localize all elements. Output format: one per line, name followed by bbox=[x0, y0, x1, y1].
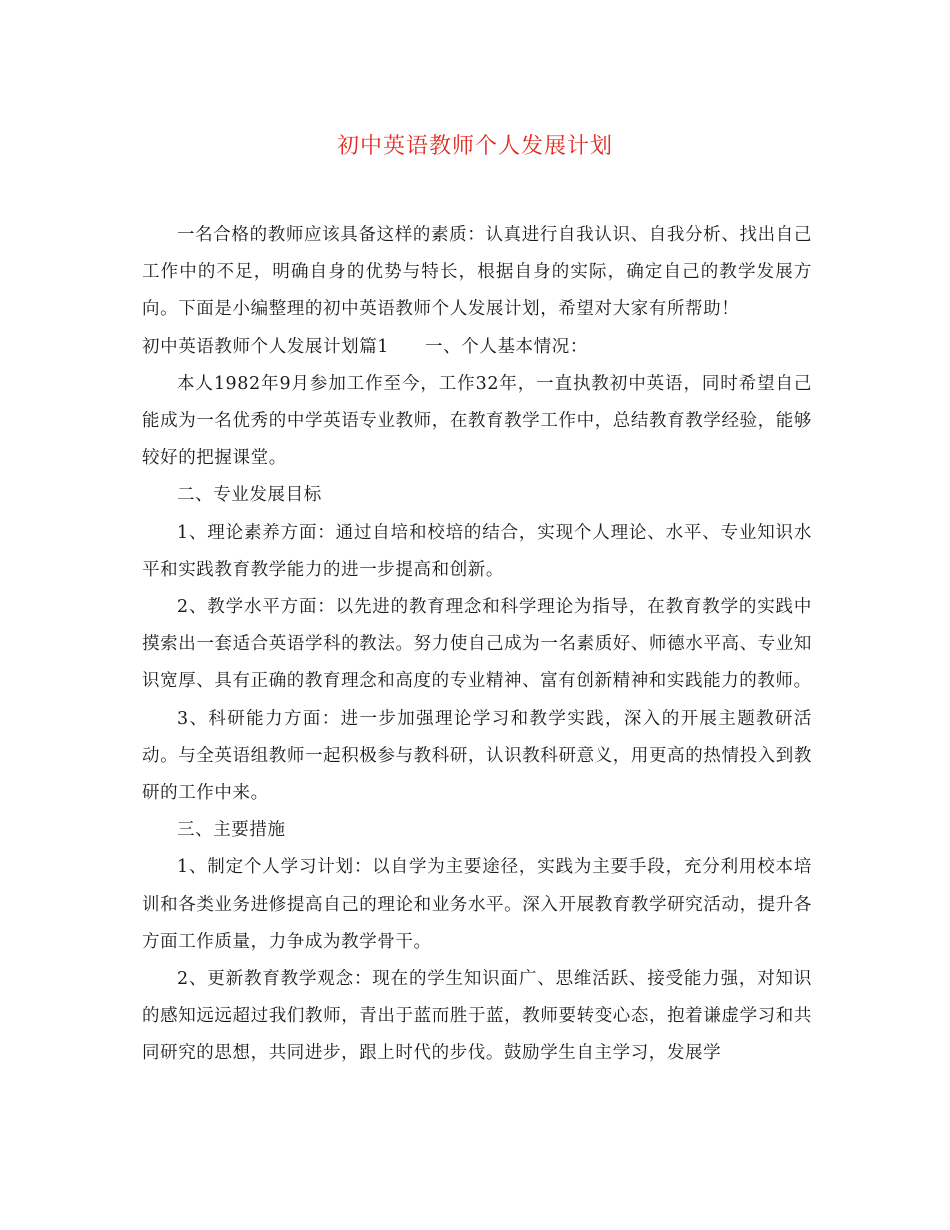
document-title: 初中英语教师个人发展计划 bbox=[336, 134, 613, 159]
document-body bbox=[142, 217, 812, 1073]
measure-2-paragraph: 2、更新教育教学观念：现在的学生知识面广、思维活跃、接受能力强，对知识的感知远远超过我们教师，青出于蓝而胜于蓝，教师要转变心态，抱着谦虚学习和共同研究的思想，共同进步，跟上时代的步伐。鼓励学生自主学习，发展学 bbox=[142, 969, 812, 1064]
measure-1-paragraph: 1、制定个人学习计划：以自学为主要途径，实践为主要手段，充分利用校本培训和各类业务进修提高自己的理论和业务水平。深入开展教育教学研究活动，提升各方面工作质量，力争成为教学骨干。 bbox=[142, 857, 812, 952]
article-label-line bbox=[142, 329, 812, 366]
goal-2-paragraph: 2、教学水平方面：以先进的教育理念和科学理论为指导，在教育教学的实践中摸索出一套适合英语学科的教法。努力使自己成为一名素质好、师德水平高、专业知识宽厚、具有正确的教育理念和高度的专业精神、富有创新精神和实践能力的教师。 bbox=[142, 597, 812, 692]
intro-paragraph: 一名合格的教师应该具备这样的素质：认真进行自我认识、自我分析、找出自己工作中的不足，明确自身的优势与特长，根据自身的实际，确定自己的教学发展方向。下面是小编整理的初中英语教师个人发展计划，希望对大家有所帮助！ bbox=[142, 225, 812, 320]
section2-heading: 二、专业发展目标 bbox=[177, 485, 322, 506]
article-label: 初中英语教师个人发展计划篇1 bbox=[142, 336, 390, 357]
goal-3-paragraph: 3、科研能力方面：进一步加强理论学习和教学实践，深入的开展主题教研活动。与全英语组教师一起积极参与教科研，认识教科研意义，用更高的热情投入到教研的工作中来。 bbox=[142, 708, 812, 804]
goal-1-paragraph: 1、理论素养方面：通过自培和校培的结合，实现个人理论、水平、专业知识水平和实践教育教学能力的进一步提高和创新。 bbox=[142, 522, 812, 580]
section1-paragraph: 本人1982年9月参加工作至今，工作32年，一直执教初中英语，同时希望自己能成为一名优秀的中学英语专业教师，在教育教学工作中，总结教育教学经验，能够较好的把握课堂。 bbox=[142, 373, 812, 469]
section1-heading: 一、个人基本情况： bbox=[425, 336, 588, 357]
section3-heading: 三、主要措施 bbox=[177, 820, 286, 841]
